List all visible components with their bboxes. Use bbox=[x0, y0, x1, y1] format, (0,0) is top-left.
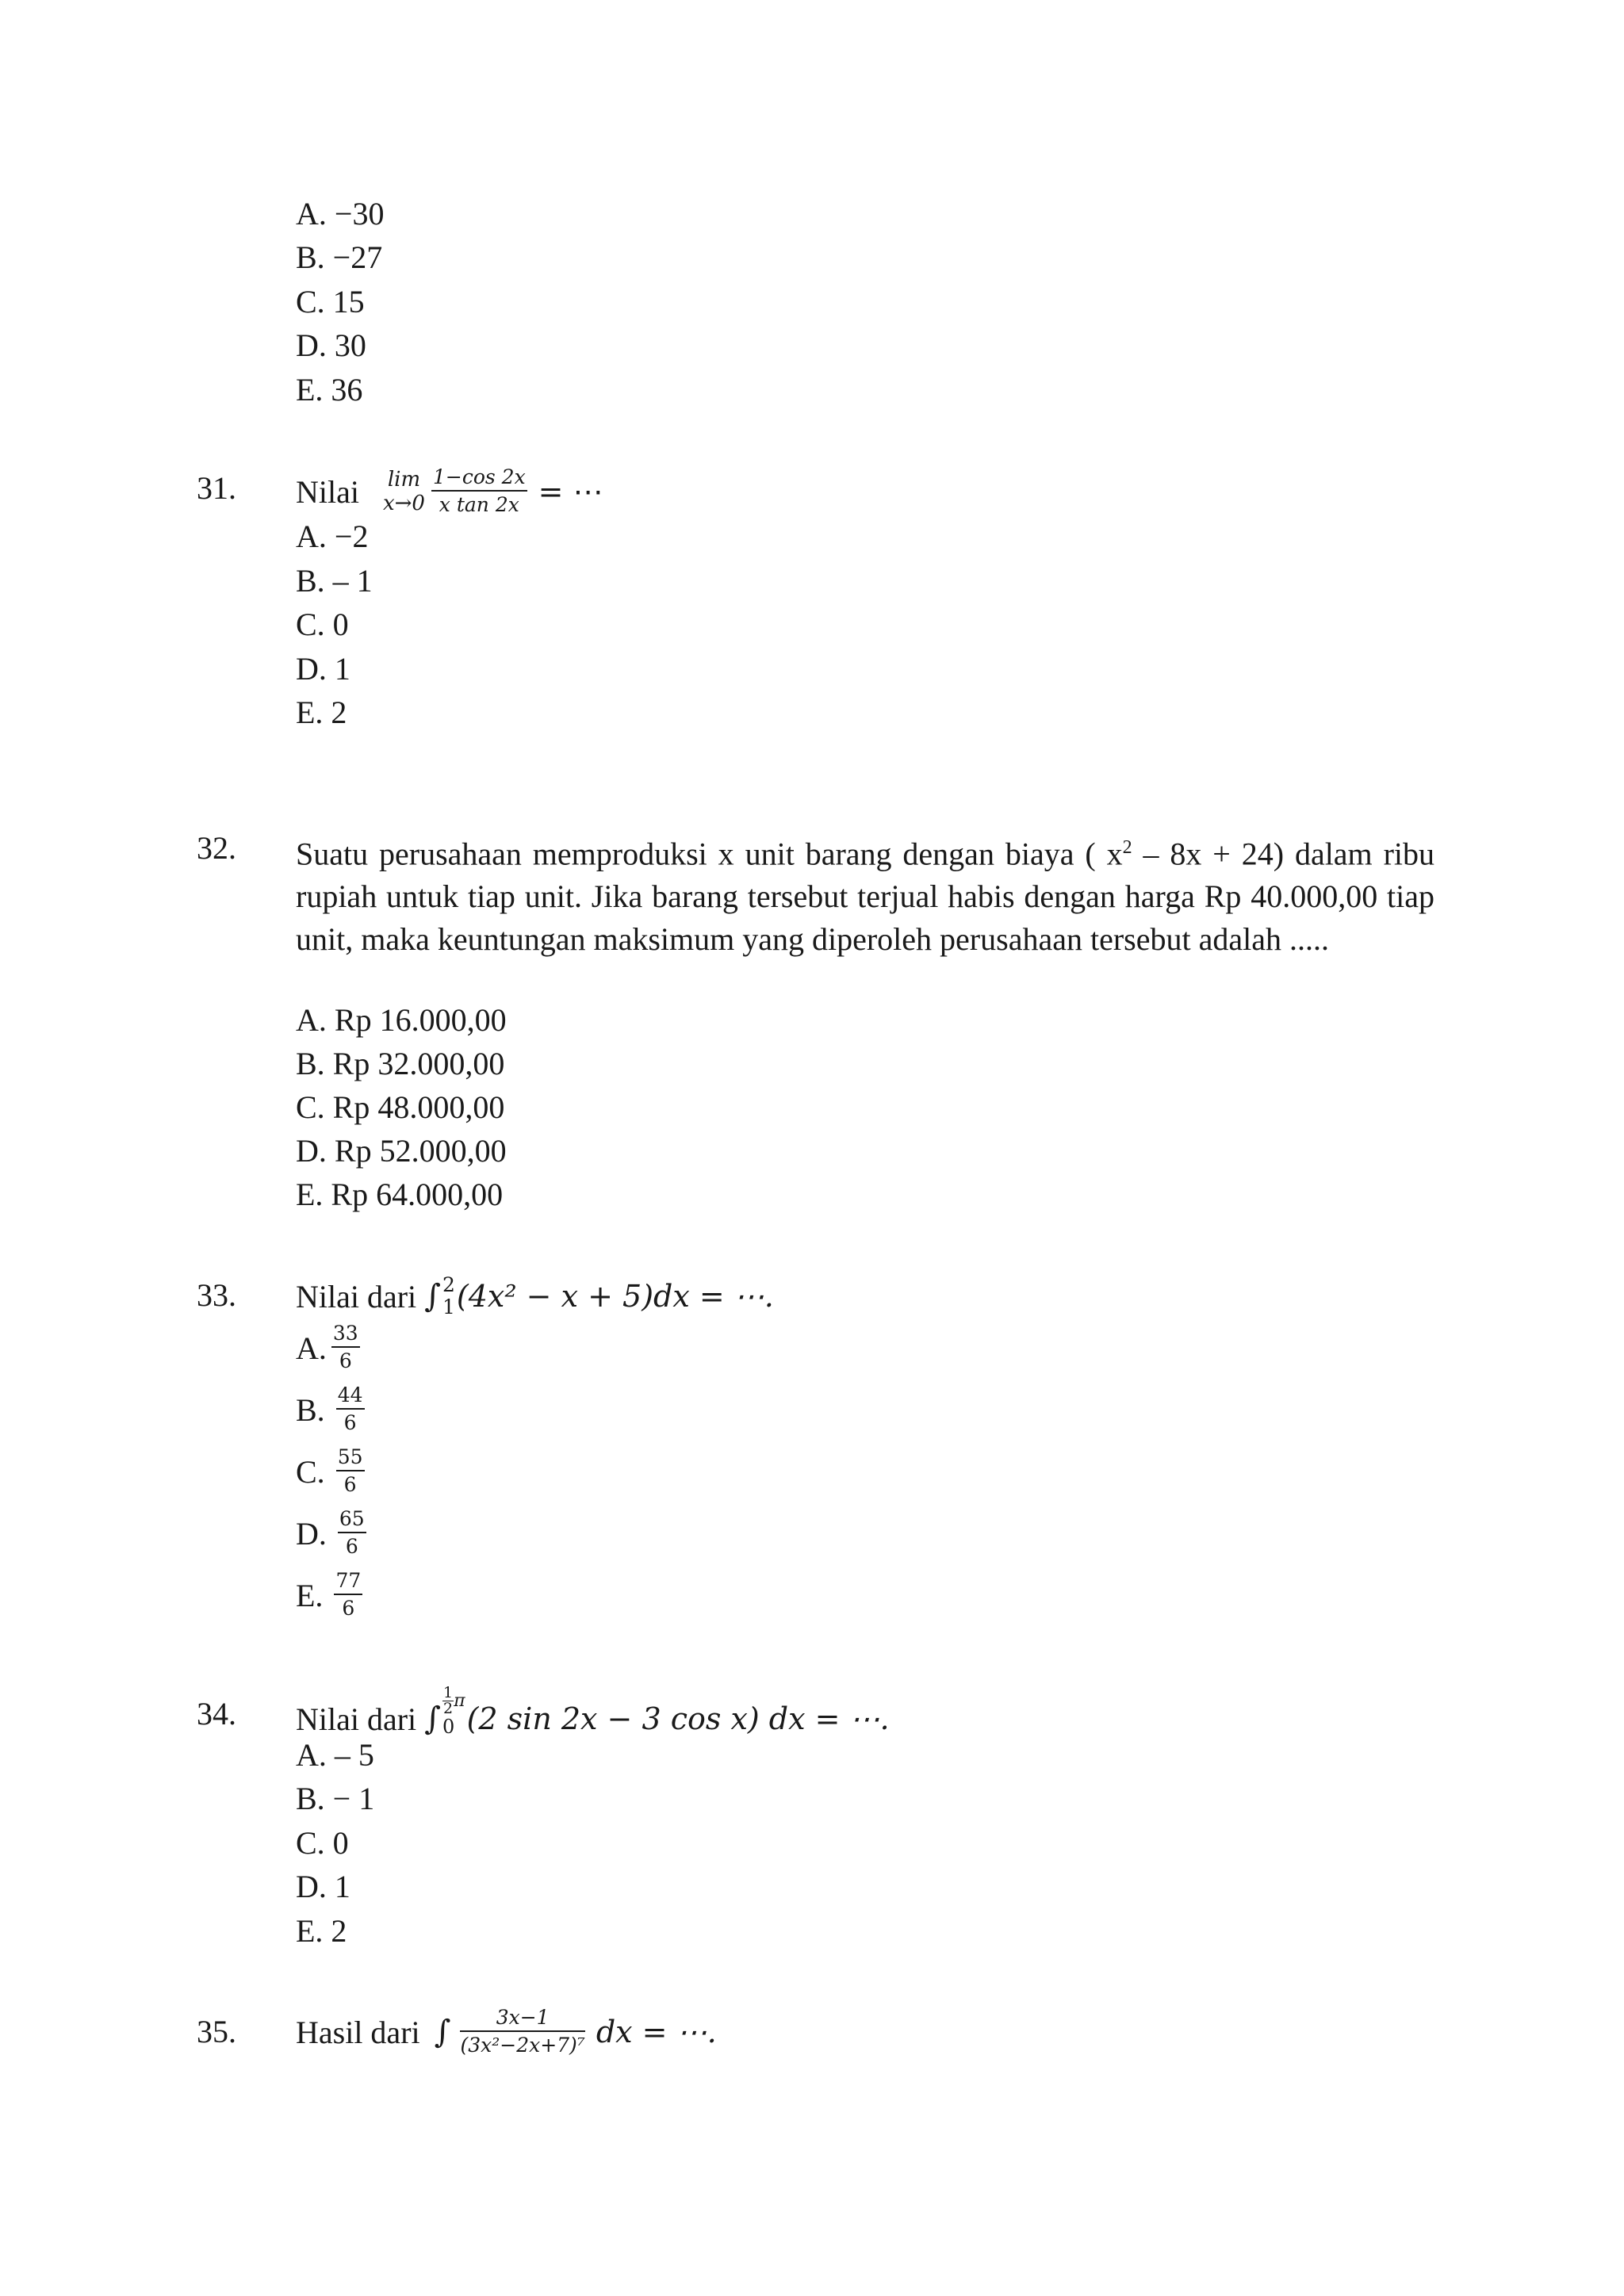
stem-text-part-2: – 8x + 24) dalam ribu rupiah untuk tiap unit. Jika barang tersebut terjual habis dengan harga Rp 40.000,00 tiap unit, maka keuntungan maksimum yang diperoleh perusahaan tersebut adalah ..... bbox=[296, 836, 1435, 958]
q30-option-a: A. −30 bbox=[296, 196, 385, 232]
option-fraction bbox=[331, 1322, 360, 1373]
option-fraction bbox=[338, 1508, 366, 1559]
upper-limit: 2 bbox=[442, 1273, 455, 1296]
option-letter: C. bbox=[296, 1453, 325, 1490]
fraction-numerator: 77 bbox=[334, 1570, 362, 1595]
fraction-numerator: 55 bbox=[336, 1446, 365, 1471]
option-letter: E. bbox=[296, 1577, 324, 1613]
lim-subscript: x→0 bbox=[382, 492, 425, 515]
question-stem bbox=[296, 1671, 890, 1751]
option-fraction bbox=[334, 1570, 362, 1621]
q32-option-c: C. Rp 48.000,00 bbox=[296, 1089, 505, 1125]
limit-operator bbox=[383, 468, 425, 515]
fraction-denominator: (3x²−2x+7)⁷ bbox=[460, 2034, 585, 2057]
q30-option-c: C. 15 bbox=[296, 284, 365, 320]
integral-limits bbox=[442, 1274, 455, 1318]
question-stem bbox=[296, 1265, 774, 1328]
stem-prefix: Nilai bbox=[296, 473, 359, 510]
fraction-denominator: 6 bbox=[345, 1535, 358, 1558]
fraction-denominator: 6 bbox=[342, 1597, 355, 1620]
q31-option-c: C. 0 bbox=[296, 607, 349, 642]
integral-sign: ∫ bbox=[434, 2014, 451, 2050]
fraction-denominator: x tan 2x bbox=[439, 493, 519, 516]
fraction-numerator: 44 bbox=[336, 1384, 365, 1410]
q31-option-d: D. 1 bbox=[296, 651, 350, 687]
integrand: (4x² − x + 5)dx = ⋯. bbox=[456, 1279, 774, 1314]
q32-option-b: B. Rp 32.000,00 bbox=[296, 1046, 505, 1081]
integrand: (2 sin 2x − 3 cos x) dx = ⋯. bbox=[466, 1701, 890, 1736]
q31-option-e: E. 2 bbox=[296, 695, 347, 730]
q32-option-e: E. Rp 64.000,00 bbox=[296, 1177, 504, 1212]
q30-option-e: E. 36 bbox=[296, 372, 363, 408]
q30-option-d: D. 30 bbox=[296, 327, 366, 363]
fraction-denominator: 6 bbox=[343, 1473, 357, 1496]
integral-sign: ∫ bbox=[424, 1278, 442, 1314]
stem-text-part-1: Suatu perusahaan memproduksi x unit barang dengan biaya ( x bbox=[296, 836, 1123, 872]
fraction-numerator: 33 bbox=[331, 1322, 360, 1348]
fraction-numerator: 1−cos 2x bbox=[431, 466, 527, 492]
q34-option-b: B. − 1 bbox=[296, 1781, 375, 1816]
option-letter: A. bbox=[296, 1330, 327, 1366]
question-number: 31. bbox=[197, 470, 236, 506]
lim-label: lim bbox=[387, 468, 421, 492]
q32-option-d: D. Rp 52.000,00 bbox=[296, 1133, 507, 1169]
stem-prefix: Nilai dari bbox=[296, 1701, 417, 1737]
q32-option-a: A. Rp 16.000,00 bbox=[296, 1002, 507, 1038]
upper-limit bbox=[442, 1683, 465, 1717]
question-stem bbox=[296, 1998, 717, 2066]
q33-option-d bbox=[296, 1508, 366, 1559]
q33-option-b bbox=[296, 1384, 365, 1435]
integral-sign: ∫ bbox=[424, 1701, 442, 1737]
stem-suffix: dx = ⋯. bbox=[596, 2015, 717, 2049]
q33-option-a bbox=[296, 1322, 360, 1373]
q31-option-a: A. −2 bbox=[296, 519, 369, 554]
integrand-fraction bbox=[460, 2007, 584, 2057]
stem-suffix: = ⋯ bbox=[538, 474, 603, 509]
q30-option-b: B. −27 bbox=[296, 239, 383, 275]
q34-option-e: E. 2 bbox=[296, 1913, 347, 1949]
fraction-denominator: 6 bbox=[343, 1411, 357, 1434]
integral-limits bbox=[442, 1683, 465, 1738]
upper-limit-fraction bbox=[442, 1683, 454, 1717]
fraction-numerator: 65 bbox=[338, 1508, 366, 1533]
question-number: 32. bbox=[197, 830, 236, 866]
q31-option-b: B. – 1 bbox=[296, 563, 373, 599]
option-fraction bbox=[336, 1384, 365, 1435]
fraction-denominator: 6 bbox=[339, 1349, 352, 1372]
question-stem bbox=[296, 826, 1434, 961]
question-number: 35. bbox=[197, 2014, 236, 2049]
pi-symbol: π bbox=[454, 1690, 465, 1711]
option-fraction bbox=[336, 1446, 365, 1497]
option-letter: B. bbox=[296, 1391, 325, 1428]
lower-limit: 0 bbox=[442, 1715, 455, 1738]
q33-option-e bbox=[296, 1570, 362, 1621]
option-letter: D. bbox=[296, 1515, 327, 1552]
stem-prefix: Nilai dari bbox=[296, 1278, 417, 1314]
question-number: 33. bbox=[197, 1277, 236, 1313]
upper-limit-denominator: 2 bbox=[443, 1699, 454, 1717]
fraction-numerator: 3x−1 bbox=[460, 2007, 584, 2032]
limit-fraction bbox=[431, 466, 527, 517]
question-number: 34. bbox=[197, 1696, 236, 1732]
q34-option-c: C. 0 bbox=[296, 1825, 349, 1861]
q33-option-c bbox=[296, 1446, 365, 1497]
question-stem bbox=[296, 460, 603, 523]
q34-option-a: A. – 5 bbox=[296, 1737, 374, 1773]
lower-limit: 1 bbox=[442, 1295, 455, 1318]
q34-option-d: D. 1 bbox=[296, 1869, 350, 1904]
exponent: 2 bbox=[1122, 837, 1132, 858]
stem-prefix: Hasil dari bbox=[296, 2014, 420, 2050]
upper-limit-numerator: 1 bbox=[443, 1683, 454, 1701]
